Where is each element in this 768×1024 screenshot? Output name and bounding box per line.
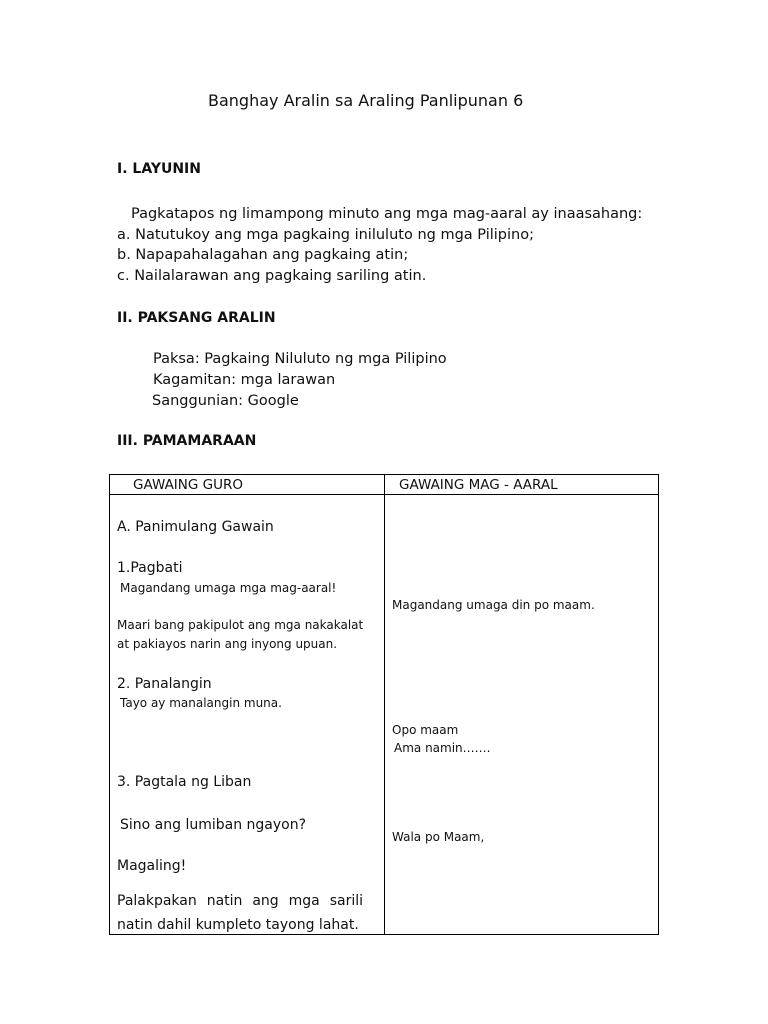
materials-line: Kagamitan: mga larawan xyxy=(153,372,336,388)
pakipulot-text-line2: at pakiayos narin ang inyong upuan. xyxy=(117,637,338,651)
document-title: Banghay Aralin sa Araling Panlipunan 6 xyxy=(208,91,524,110)
student-opo-response: Opo maam xyxy=(392,723,459,737)
pagbati-text: Magandang umaga mga mag-aaral! xyxy=(120,581,337,595)
column-header-mag-aaral: GAWAING MAG - AARAL xyxy=(399,477,558,493)
student-greeting-response: Magandang umaga din po maam. xyxy=(392,598,595,612)
student-absent-response: Wala po Maam, xyxy=(392,830,485,844)
section-heading-layunin: I. LAYUNIN xyxy=(117,161,201,177)
panalangin-text: Tayo ay manalangin muna. xyxy=(120,696,282,710)
table-header-divider xyxy=(109,494,659,495)
pagtala-heading: 3. Pagtala ng Liban xyxy=(117,774,252,790)
panalangin-heading: 2. Panalangin xyxy=(117,676,212,692)
topic-line: Paksa: Pagkaing Niluluto ng mga Pilipino xyxy=(153,351,447,367)
student-prayer-response: Ama namin……. xyxy=(394,741,491,755)
section-heading-pamamaraan: III. PAMAMARAAN xyxy=(117,433,257,449)
magaling-text: Magaling! xyxy=(117,858,187,874)
objective-item: b. Napapahalagahan ang pagkaing atin; xyxy=(117,247,409,263)
objectives-intro: Pagkatapos ng limampong minuto ang mga mag-aaral ay inaasahang: xyxy=(131,206,643,222)
objective-item: c. Nailalarawan ang pagkaing sariling atin. xyxy=(117,268,427,284)
palakpakan-text: Palakpakan natin ang mga sarili natin dahil kumpleto tayong lahat. xyxy=(117,893,363,933)
pagbati-heading: 1.Pagbati xyxy=(117,560,183,576)
table-column-divider xyxy=(384,474,385,935)
sino-question: Sino ang lumiban ngayon? xyxy=(120,817,307,833)
column-header-guro: GAWAING GURO xyxy=(133,477,243,493)
pakipulot-text-line1: Maari bang pakipulot ang mga nakakalat xyxy=(117,618,364,632)
panimulang-gawain-heading: A. Panimulang Gawain xyxy=(117,519,274,535)
objective-item: a. Natutukoy ang mga pagkaing iniluluto ng mga Pilipino; xyxy=(117,227,534,243)
section-heading-paksang-aralin: II. PAKSANG ARALIN xyxy=(117,310,276,326)
reference-line: Sanggunian: Google xyxy=(152,393,299,409)
